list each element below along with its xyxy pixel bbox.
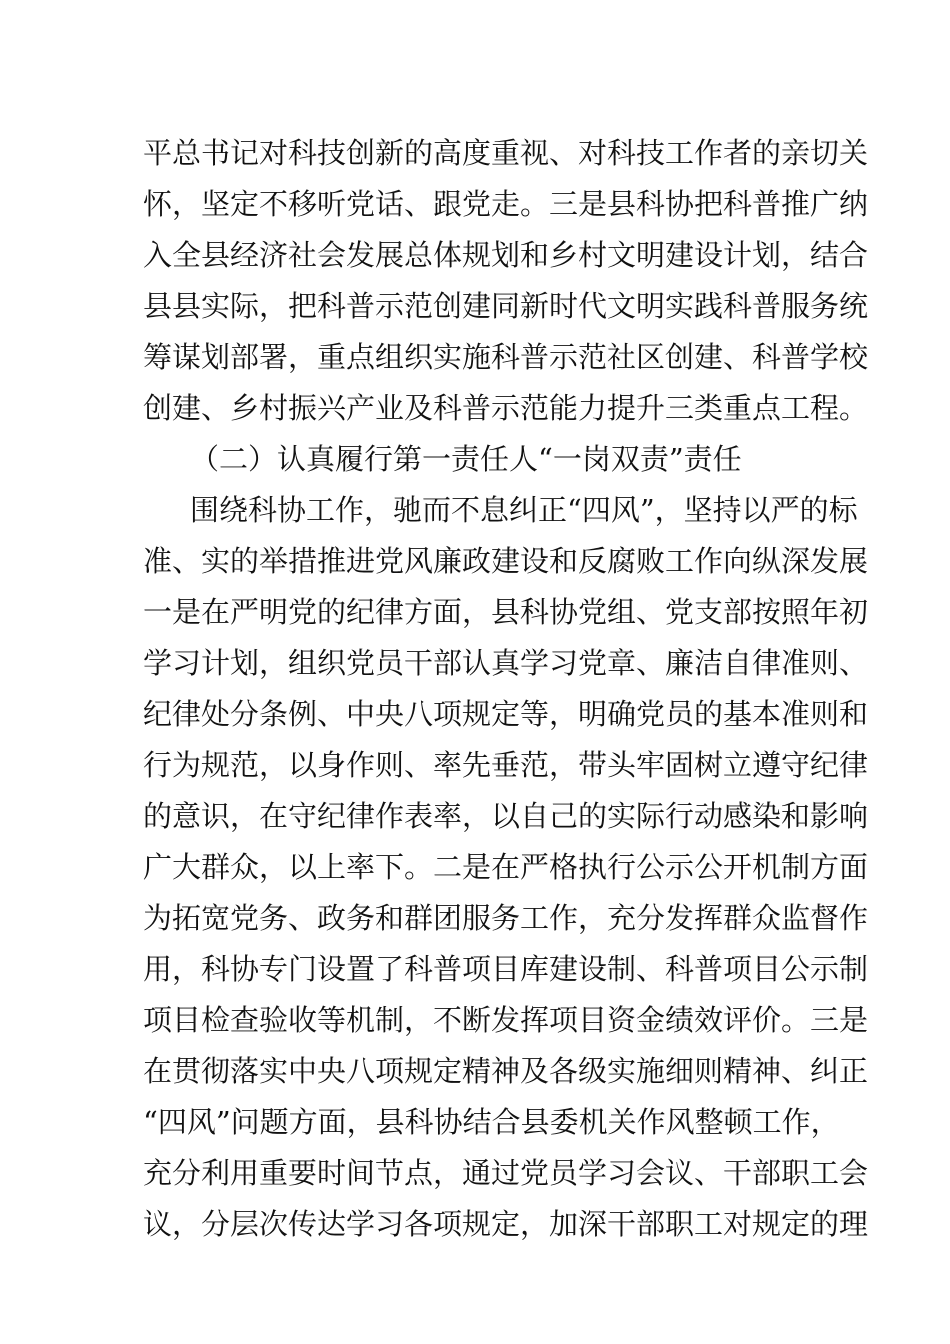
paragraph-line: 准、实的举措推进党风廉政建设和反腐败工作向纵深发展 <box>143 544 869 578</box>
paragraph-line: 学习计划，组织党员干部认真学习党章、廉洁自律准则、 <box>143 646 869 680</box>
paragraph-line: 为拓宽党务、政务和群团服务工作，充分发挥群众监督作 <box>143 901 869 935</box>
paragraph-line: 议，分层次传达学习各项规定，加深干部职工对规定的理 <box>143 1207 869 1241</box>
paragraph-line: 用，科协专门设置了科普项目库建设制、科普项目公示制 <box>143 952 869 986</box>
paragraph-line: 行为规范，以身作则、率先垂范，带头牢固树立遵守纪律 <box>143 748 869 782</box>
paragraph-line: 县县实际，把科普示范创建同新时代文明实践科普服务统 <box>143 289 869 323</box>
paragraph-line: 纪律处分条例、中央八项规定等，明确党员的基本准则和 <box>143 697 869 731</box>
paragraph-line: 项目检查验收等机制，不断发挥项目资金绩效评价。三是 <box>143 1003 869 1037</box>
paragraph-line: 围绕科协工作，驰而不息纠正“四风”，坚持以严的标 <box>190 493 858 527</box>
paragraph-line: 筹谋划部署，重点组织实施科普示范社区创建、科普学校 <box>143 340 869 374</box>
paragraph-line: 入全县经济社会发展总体规划和乡村文明建设计划，结合 <box>143 238 869 272</box>
paragraph-line: 广大群众，以上率下。二是在严格执行公示公开机制方面 <box>143 850 869 884</box>
paragraph-line: 充分利用重要时间节点，通过党员学习会议、干部职工会 <box>143 1156 869 1190</box>
paragraph-line: 创建、乡村振兴产业及科普示范能力提升三类重点工程。 <box>143 391 869 425</box>
paragraph-line: 一是在严明党的纪律方面，县科协党组、党支部按照年初 <box>143 595 869 629</box>
section-heading: （二）认真履行第一责任人“一岗双责”责任 <box>190 442 742 476</box>
paragraph-line: 平总书记对科技创新的高度重视、对科技工作者的亲切关 <box>143 136 869 170</box>
paragraph-line: 的意识，在守纪律作表率，以自己的实际行动感染和影响 <box>143 799 869 833</box>
paragraph-line: 在贯彻落实中央八项规定精神及各级实施细则精神、纠正 <box>143 1054 869 1088</box>
paragraph-line: “四风”问题方面，县科协结合县委机关作风整顿工作， <box>143 1105 840 1139</box>
paragraph-line: 怀，坚定不移听党话、跟党走。三是县科协把科普推广纳 <box>143 187 869 221</box>
